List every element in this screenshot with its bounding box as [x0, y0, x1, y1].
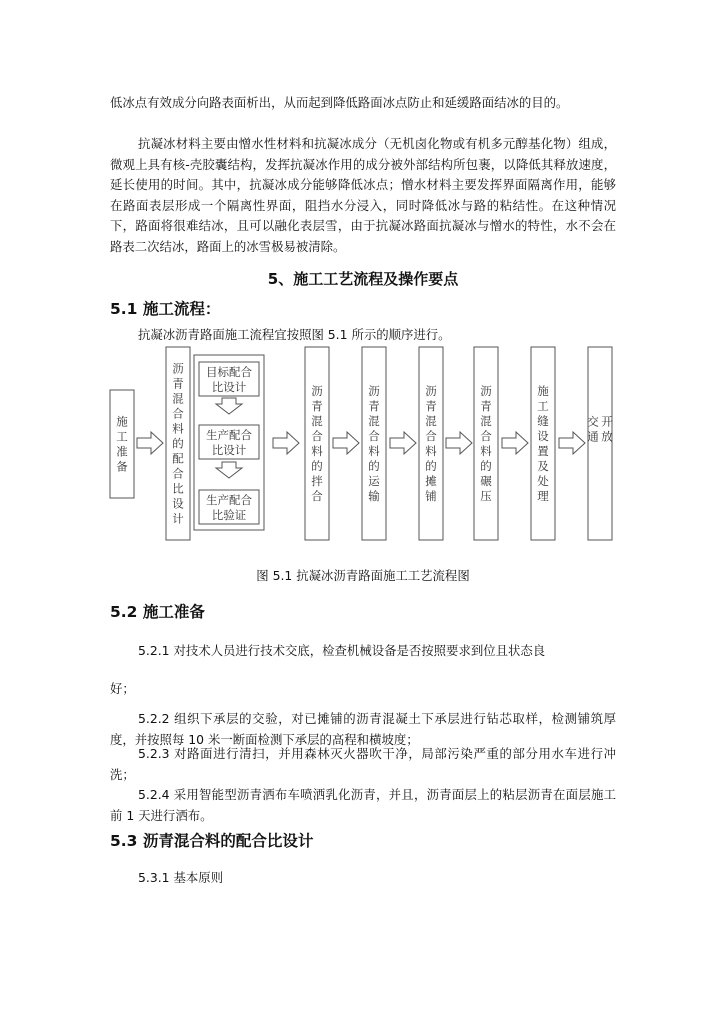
design-sub-label: 生产配合 [206, 493, 252, 507]
flow-step-label: 沥青混合料的摊铺 [425, 384, 437, 503]
section-5-3-heading: 5.3 沥青混合料的配合比设计 [110, 832, 314, 850]
right-arrow-icon [333, 432, 359, 454]
design-sub-label: 生产配合 [206, 428, 252, 442]
item-5-2-3: 5.2.3 对路面进行清扫，并用森林灭火器吹干净，局部污染严重的部分用水车进行冲洗； [110, 746, 616, 782]
flow-step-label: 沥青混合料的运输 [368, 384, 380, 503]
figure-caption: 图 5.1 抗凝冰沥青路面施工工艺流程图 [256, 568, 470, 583]
right-arrow-icon [502, 432, 528, 454]
flow-step-box [588, 347, 612, 540]
right-arrow-icon [559, 432, 585, 454]
flow-step-label: 施工缝设置及处理 [537, 384, 549, 503]
right-arrow-icon [446, 432, 472, 454]
item-5-2-2: 5.2.2 组织下承层的交验，对已摊铺的沥青混凝土下承层进行钻芯取样，检测铺筑厚度，并按照每 10 米一断面检测下承层的高程和横坡度； [110, 711, 616, 747]
item-5-2-1-line2: 好； [110, 681, 135, 696]
flow-step-label: 沥青混合料的拌合 [311, 384, 323, 503]
section-5-1-heading: 5.1 施工流程： [110, 300, 221, 318]
section-5-heading: 5、施工工艺流程及操作要点 [267, 270, 459, 288]
flow-step-label: 沥青混合料的碾压 [480, 384, 492, 503]
material-paragraph: 抗凝冰材料主要由憎水性材料和抗凝冰成分（无机卤化物或有机多元醇基化物）组成，微观上具有核-壳胶囊结构，发挥抗凝冰作用的成分被外部结构所包裹，以降低其释放速度，延长使用的时间。其中，抗凝冰成分能够降低冰点；憎水材料主要发挥界面隔离作用，能够在路面表层形成一个隔离性界面，阻挡水分浸入，同时降低冰与路的粘结性。在这种情况下，路面将很难结冰，且可以融化表层雪，由于抗凝冰路面抗凝冰与憎水的特性，水不会在路表二次结冰，路面上的冰雪极易被清除。 [110, 136, 616, 254]
item-5-2-4: 5.2.4 采用智能型沥青洒布车喷洒乳化沥青，并且，沥青面层上的粘层沥青在面层施工前 1 天进行洒布。 [110, 787, 616, 823]
design-sub-label: 目标配合 [206, 365, 252, 379]
right-arrow-icon [390, 432, 416, 454]
item-5-3-1: 5.3.1 基本原则 [138, 870, 224, 885]
section-5-1-text: 抗凝冰沥青路面施工流程宜按照图 5.1 所示的顺序进行。 [138, 327, 451, 342]
right-arrow-icon [137, 432, 163, 454]
flow-step-label: 施工准备 [116, 414, 128, 474]
right-arrow-icon [273, 432, 299, 454]
design-sub-label: 比验证 [211, 508, 247, 522]
flow-step-label: 开放交通 [587, 414, 613, 444]
intro-paragraph-tail: 低冰点有效成分向路表面析出，从而起到降低路面冰点防止和延缓路面结冰的目的。 [110, 95, 569, 110]
design-sub-label: 比设计 [211, 443, 247, 457]
design-sub-label: 比设计 [211, 380, 247, 394]
flow-step-label: 沥青混合料的配合比设计 [172, 361, 184, 526]
item-5-2-1-line1: 5.2.1 对技术人员进行技术交底，检查机械设备是否按照要求到位且状态良 [138, 643, 546, 658]
section-5-2-heading: 5.2 施工准备 [110, 603, 205, 621]
